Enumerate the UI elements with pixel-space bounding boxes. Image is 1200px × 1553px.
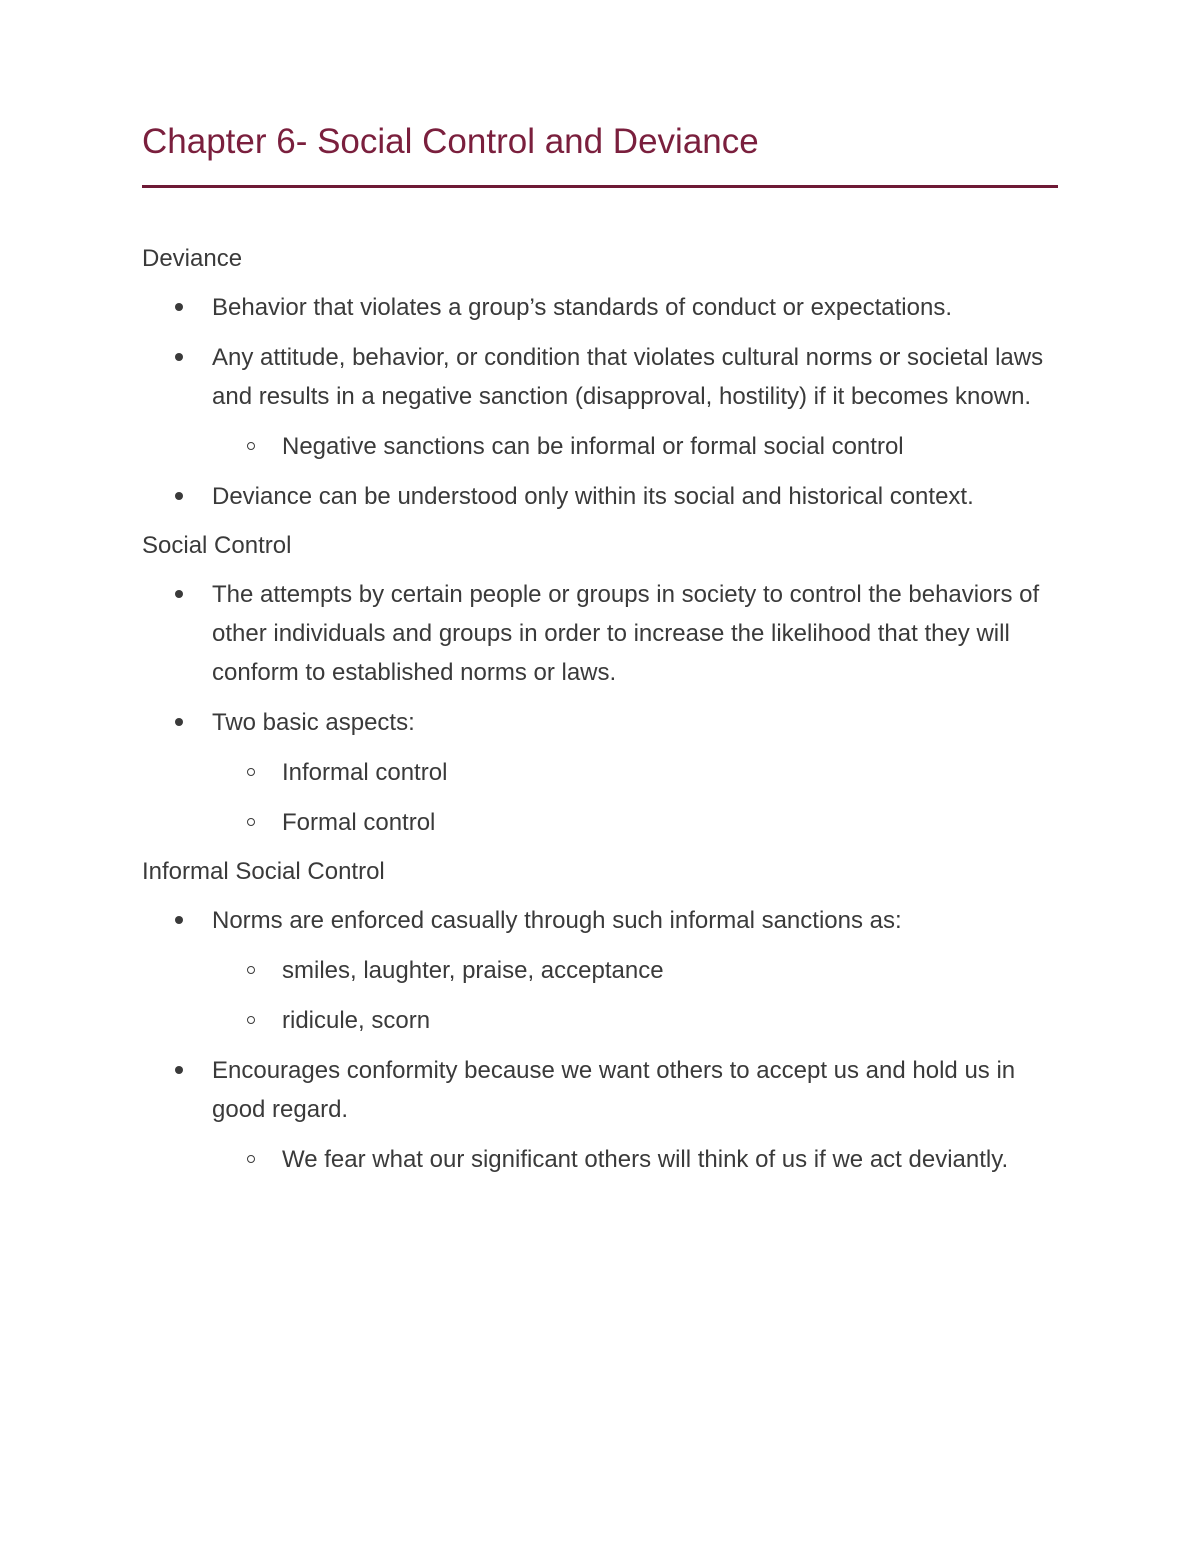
bullet-dot-icon: [175, 492, 183, 500]
section-informal-social-control: [142, 853, 1060, 1179]
sub-bullet-list: [212, 951, 1060, 1040]
hollow-circle-bullet-icon: [247, 966, 255, 974]
section-heading: Deviance: [142, 245, 243, 272]
sub-list-item: [212, 951, 1060, 990]
sub-list-item: [212, 1001, 1060, 1040]
bullet-list: [142, 575, 1060, 842]
hollow-circle-bullet-icon: [247, 1016, 255, 1024]
bullet-dot-icon: [175, 1066, 183, 1074]
list-item-text: Norms are enforced casually through such informal sanctions as:: [212, 907, 902, 934]
bullet-list: [142, 901, 1060, 1179]
sub-list-item-text: Negative sanctions can be informal or formal social control: [282, 433, 904, 460]
bullet-dot-icon: [175, 303, 183, 311]
sub-bullet-list: [212, 427, 1060, 466]
bullet-dot-icon: [175, 353, 183, 361]
list-item-text: Any attitude, behavior, or condition that violates cultural norms or societal laws and results in a negative sanction (disapproval, hostility) if it becomes known.: [212, 344, 1044, 410]
hollow-circle-bullet-icon: [247, 818, 255, 826]
sub-list-item: [212, 753, 1060, 792]
list-item: [142, 703, 1060, 842]
bullet-dot-icon: [175, 718, 183, 726]
section-deviance: [142, 240, 1060, 516]
list-item: [142, 1051, 1060, 1179]
document-body: [142, 240, 1060, 1190]
sub-list-item-text: Formal control: [282, 809, 436, 836]
list-item: [142, 477, 1060, 516]
section-heading: Social Control: [142, 532, 292, 559]
list-item: [142, 575, 1060, 692]
sub-list-item-text: ridicule, scorn: [282, 1007, 431, 1034]
sub-list-item-text: smiles, laughter, praise, acceptance: [282, 957, 664, 984]
hollow-circle-bullet-icon: [247, 1155, 255, 1163]
hollow-circle-bullet-icon: [247, 768, 255, 776]
list-item-text: Two basic aspects:: [212, 709, 415, 736]
list-item: [142, 288, 1060, 327]
list-item-text: Deviance can be understood only within its social and historical context.: [212, 483, 974, 510]
sub-bullet-list: [212, 753, 1060, 842]
sub-bullet-list: [212, 1140, 1060, 1179]
list-item-text: Encourages conformity because we want others to accept us and hold us in good regard.: [212, 1057, 1016, 1123]
title-divider: [142, 185, 1058, 188]
sub-list-item: [212, 1140, 1060, 1179]
bullet-dot-icon: [175, 916, 183, 924]
hollow-circle-bullet-icon: [247, 442, 255, 450]
sub-list-item-text: We fear what our significant others will think of us if we act deviantly.: [282, 1146, 1009, 1173]
page-title: Chapter 6- Social Control and Deviance: [142, 122, 759, 161]
list-item: [142, 338, 1060, 466]
list-item: [142, 901, 1060, 1040]
sub-list-item: [212, 803, 1060, 842]
section-social-control: [142, 527, 1060, 842]
list-item-text: Behavior that violates a group’s standards of conduct or expectations.: [212, 294, 953, 321]
bullet-dot-icon: [175, 590, 183, 598]
list-item-text: The attempts by certain people or groups in society to control the behaviors of other individuals and groups in order to increase the likelihood that they will conform to established norms or laws.: [212, 581, 1040, 686]
bullet-list: [142, 288, 1060, 516]
sub-list-item: [212, 427, 1060, 466]
sub-list-item-text: Informal control: [282, 759, 448, 786]
section-heading: Informal Social Control: [142, 858, 385, 885]
